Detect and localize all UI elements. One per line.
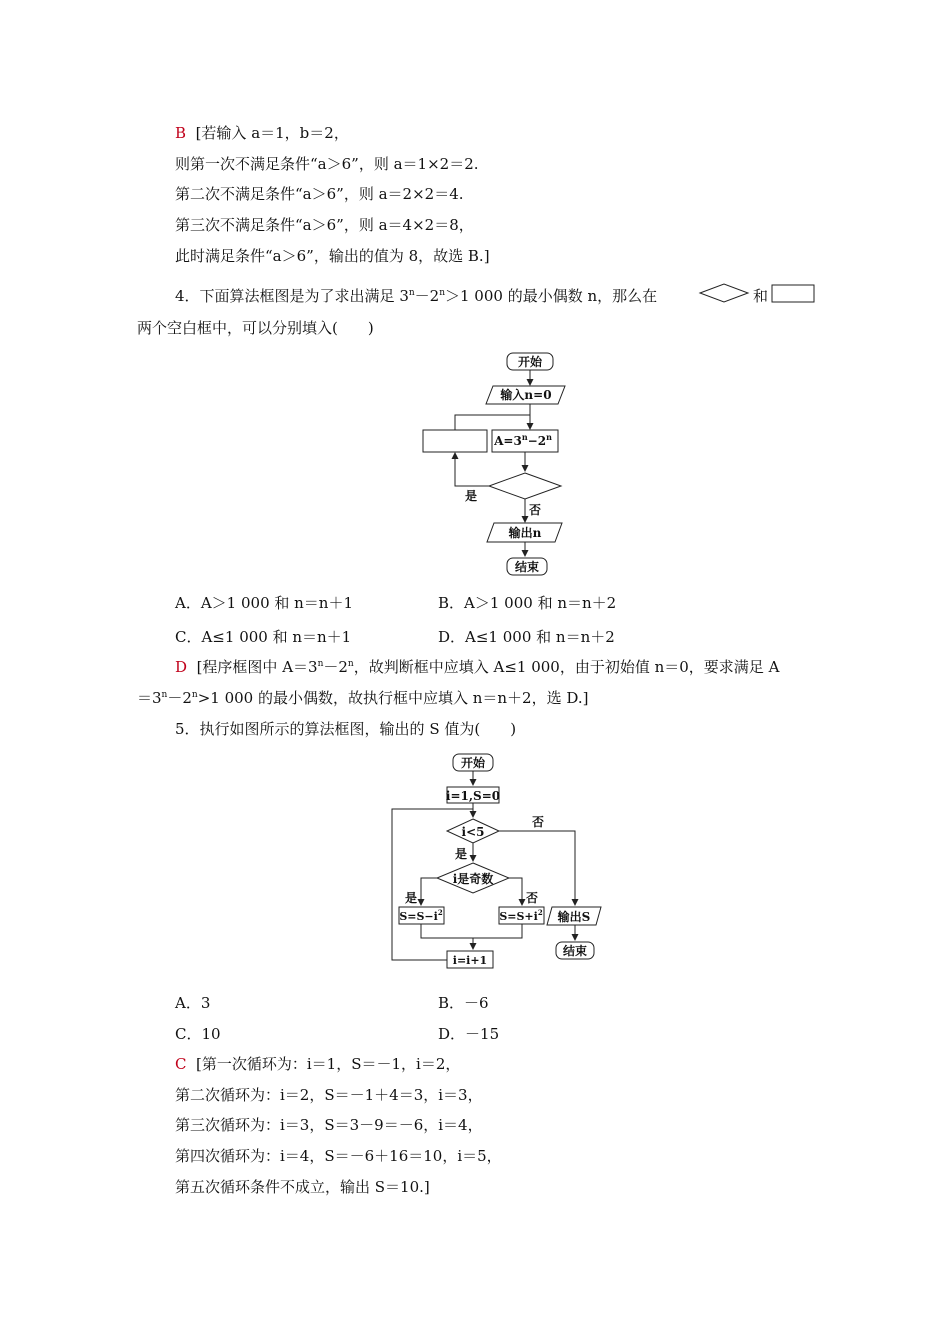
q5-option-b: B．－6 [438,994,489,1012]
q4-stem-sup-1: n [408,288,415,298]
q5-subtract-label: $S=S-i^2$ [399,908,443,923]
q4-start-label: 开始 [517,355,543,369]
q4-output-label: 输出n [508,526,542,540]
q5-answer-line-2: 第二次循环为：i＝2，S＝－1＋4＝3，i＝3， [175,1086,483,1104]
q4-stem-sup-2: n [439,288,445,298]
q5-add-label: $S=S+i^2$ [499,908,543,923]
q5-no2-label: 否 [526,891,539,905]
q4-answer-text-a: [程序框图中 A＝3 [196,658,318,676]
q5-odd-label: i是奇数 [452,872,494,886]
q4-option-d: D．A≤1 000 和 n＝n＋2 [438,628,615,646]
q4-answer-line-2 [137,688,588,708]
q5-output-label: 输出S [557,910,591,924]
q4-answer-line-1 [175,657,779,677]
q4-input-label: 输入n=0 [500,388,552,402]
q5-answer-line-3: 第三次循环为：i＝3，S＝3－9＝－6，i＝4， [175,1116,483,1134]
q5-answer-line-4: 第四次循环为：i＝4，S＝－6＋16＝10，i＝5， [175,1147,502,1165]
q5-answer-letter: C [175,1055,187,1073]
q5-increment-label: i=i+1 [452,954,488,967]
q4-stem-part-a: 4．下面算法框图是为了求出满足 3 [175,287,409,305]
q5-stem: 5．执行如图所示的算法框图，输出的 S 值为( ) [175,720,517,738]
q3-answer-line-5: 此时满足条件“a＞6”，输出的值为 8，故选 B.] [175,247,490,265]
q4-answer2-sup-1: n [161,690,168,700]
q4-decision-node [489,473,561,499]
q4-answer-sup-1: n [317,659,324,669]
q4-answer-text-c: ，故判断框中应填入 A≤1 000，由于初始值 n＝0，要求满足 A [353,658,780,676]
q5-init-label: i=1,S=0 [445,789,501,803]
q4-answer-letter: D [175,658,188,676]
q3-answer-line-2: 则第一次不满足条件“a＞6”，则 a＝1×2＝2. [175,155,479,173]
q3-answer-line-3: 第二次不满足条件“a＞6”，则 a＝2×2＝4. [175,185,464,203]
q4-no-label: 否 [529,503,542,517]
q5-condition-label: i<5 [461,825,485,839]
q3-answer-text-1: [若输入 a＝1，b＝2， [195,124,349,142]
q4-option-a: A．A＞1 000 和 n＝n＋1 [175,594,354,612]
q4-stem-line-2: 两个空白框中，可以分别填入( ) [137,319,374,337]
inline-diamond-icon [700,284,748,302]
q5-answer-line-5: 第五次循环条件不成立，输出 S＝10.] [175,1178,430,1196]
q5-yes-label: 是 [455,847,468,861]
q4-stem-part-b: －2 [414,287,440,305]
q4-option-c: C．A≤1 000 和 n＝n＋1 [175,628,352,646]
q4-assign-label: $A=3^n-2^n$ [494,432,552,448]
q4-answer-text-b: －2 [323,658,348,676]
q5-answer-line-1 [175,1054,460,1074]
q3-answer-letter: B [175,124,187,142]
q4-answer2-text-a: ＝3 [137,689,162,707]
q4-option-b: B．A＞1 000 和 n＝n＋2 [438,594,617,612]
q5-answer-text-1: [第一次循环为：i＝1，S＝－1，i＝2， [196,1055,461,1073]
q3-answer-line-4: 第三次不满足条件“a＞6”，则 a＝4×2＝8， [175,216,474,234]
q4-blank-process-node [423,430,487,452]
q4-answer2-sup-2: n [191,690,198,700]
q5-start-label: 开始 [460,756,486,770]
q5-end-label: 结束 [562,944,588,958]
q5-option-d: D．－15 [438,1025,500,1043]
q4-stem-part-c: ＞1 000 的最小偶数 n，那么在 [445,287,658,305]
q4-answer2-text-b: －2 [167,689,192,707]
q4-stem-and: 和 [753,287,769,305]
q5-option-a: A．3 [175,994,211,1012]
q5-option-c: C．10 [175,1025,221,1043]
q5-yes2-label: 是 [405,891,418,905]
q4-flowchart [415,348,580,580]
inline-rectangle-icon [772,285,814,302]
q4-answer2-text-c: >1 000 的最小偶数，故执行框中应填入 n＝n＋2，选 D.] [197,689,589,707]
q5-no-label: 否 [532,815,545,829]
q4-end-label: 结束 [514,560,540,574]
q4-yes-label: 是 [465,489,478,503]
q4-stem-line-1 [175,286,657,306]
q4-answer-sup-2: n [347,659,354,669]
q5-flowchart [385,748,615,980]
q3-answer-line-1 [175,123,349,143]
